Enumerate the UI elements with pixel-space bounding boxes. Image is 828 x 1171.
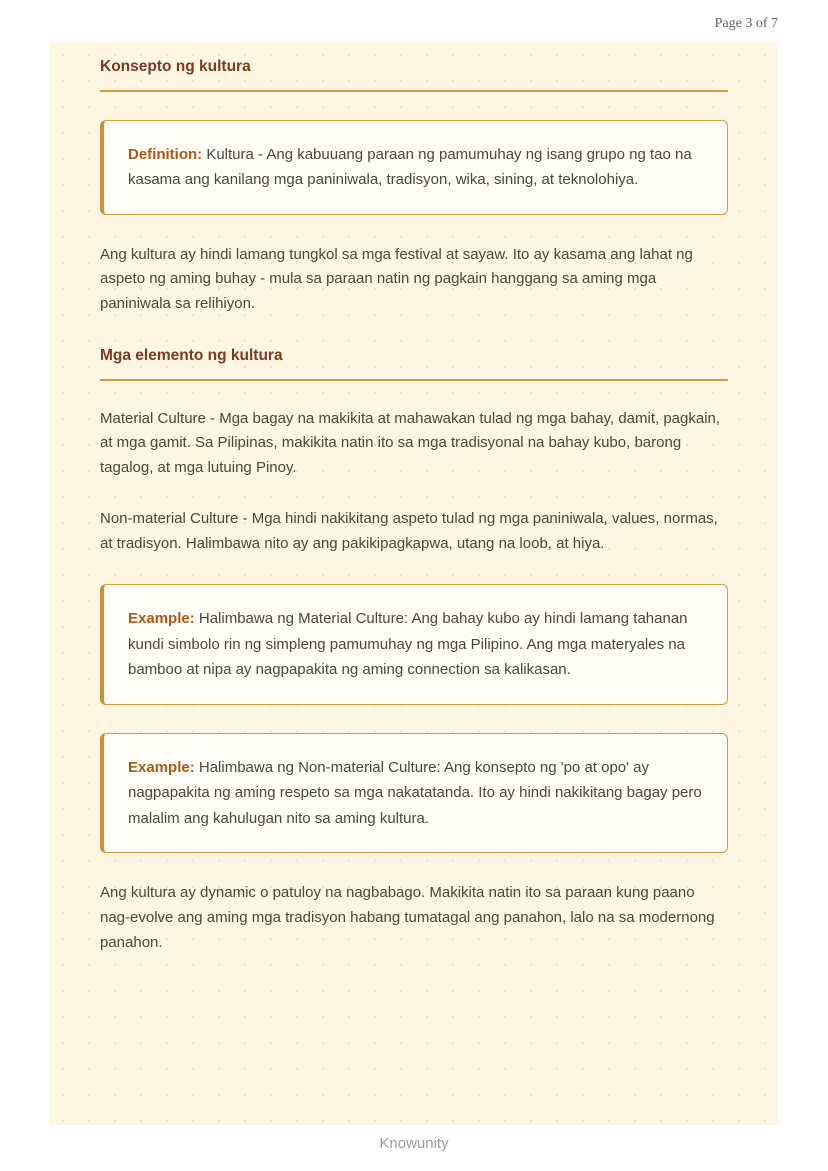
section-heading-mga-elemento-ng-kultura: Mga elemento ng kultura (100, 345, 728, 381)
paragraph-kultura-intro: Ang kultura ay hindi lamang tungkol sa mga festival at sayaw. Ito ay kasama ang lahat ng aspeto ng aming buhay - mula sa paraan natin ng pagkain hanggang sa aming mga paniniwala sa relihiyon. (100, 245, 693, 313)
page-number-indicator: Page 3 of 7 (714, 16, 778, 31)
document-page (50, 42, 778, 1125)
example-label-material: Example: (128, 610, 195, 628)
example-paragraph-non-material (128, 755, 703, 832)
definition-label: Definition: (128, 145, 203, 163)
example-text-material: Halimbawa ng Material Culture: Ang bahay kubo ay hindi lamang tahanan kundi simbolo rin ng simpleng pamumuhay ng mga Pilipino. Ang mga materyales na bamboo at nipa ay nagpapakita ng aming connection sa kalikasan. (128, 610, 688, 679)
footer-brand-knowunity: Knowunity (379, 1135, 449, 1152)
paragraph-kultura-dynamic: Ang kultura ay dynamic o patuloy na nagbabago. Makikita natin ito sa paraan kung paano nag-evolve ang aming mga tradisyon habang tumatagal ang panahon, lalo na sa modernong panahon. (100, 884, 715, 951)
example-label-non-material: Example: (128, 758, 195, 776)
example-text-non-material: Halimbawa ng Non-material Culture: Ang konsepto ng 'po at opo' ay nagpapakita ng aming respeto sa mga nakatatanda. Ito ay hindi nakikitang bagay pero malalim ang kahulugan nito sa aming kultura. (128, 758, 702, 827)
section-heading-konsepto-ng-kultura: Konsepto ng kultura (100, 56, 728, 92)
paragraph-material-culture: Material Culture - Mga bagay na makikita at mahawakan tulad ng mga bahay, damit, pagkain, at mga gamit. Sa Pilipinas, makikita natin ito sa mga tradisyonal na bahay kubo, barong tagalog, at mga lutuing Pinoy. (100, 409, 721, 477)
example-box-non-material-culture (100, 733, 728, 854)
example-box-material-culture (100, 584, 728, 705)
paragraph-non-material-culture: Non-material Culture - Mga hindi nakikitang aspeto tulad ng mga paniniwala, values, normas, at tradisyon. Halimbawa nito ay ang pakikipagkapwa, utang na loob, at hiya. (100, 509, 718, 552)
definition-text: Kultura - Ang kabuuang paraan ng pamumuhay ng isang grupo ng tao na kasama ang kanilang mga paniniwala, tradisyon, wika, sining, at teknolohiya. (128, 145, 692, 189)
example-paragraph-material (128, 606, 703, 683)
definition-paragraph (128, 142, 703, 193)
definition-box (100, 120, 728, 215)
